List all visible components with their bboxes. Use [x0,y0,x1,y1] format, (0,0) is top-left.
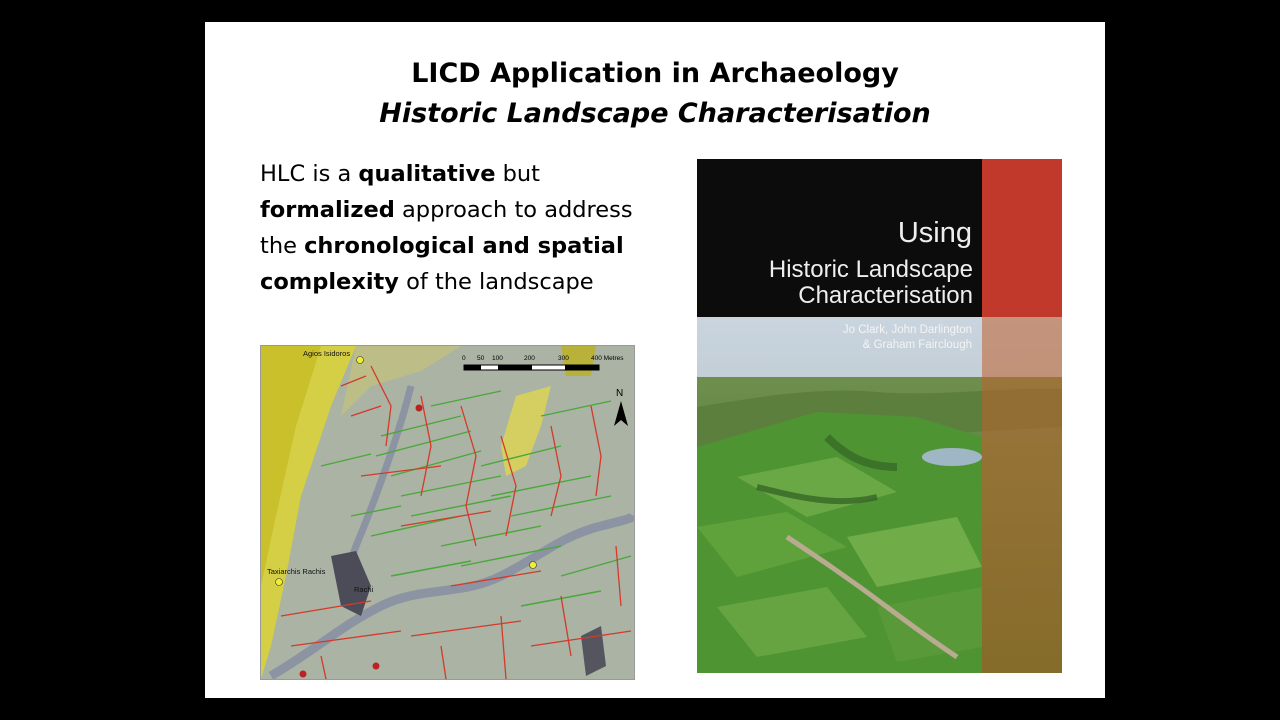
map-label-rachi: Rachi [354,585,374,594]
book-title-line: Characterisation [798,282,973,309]
body-text-part: but [495,161,540,187]
body-text-part: approach to address the [260,197,633,259]
scale-tick: 300 [558,355,569,362]
hlc-map-image [260,345,635,680]
book-title-line: Historic Landscape [768,256,973,283]
aerial-landscape-photo [697,317,1062,673]
map-label-taxiarchis: Taxiarchis Rachis [267,567,326,576]
slide-subtitle: Historic Landscape Characterisation [379,98,931,129]
body-bold-formalized: formalized [260,197,395,223]
body-bold-qualitative: qualitative [358,161,496,187]
book-cover-image [697,159,1062,673]
scale-tick: 400 Metres [591,355,624,362]
book-cover-red-band [982,159,1062,317]
slide [205,22,1105,698]
scale-tick: 200 [524,355,535,362]
book-authors [843,323,972,353]
scale-tick: 100 [492,355,503,362]
body-text-part: HLC is a [260,161,359,187]
scale-tick: 0 [462,355,466,362]
author-line: & Graham Fairclough [862,339,972,351]
body-text-part: of the landscape [398,269,594,295]
book-title [769,257,973,309]
scale-tick: 50 [477,355,485,362]
map-label-agios: Agios Isidoros [303,349,351,358]
body-paragraph [260,156,660,300]
body-bold-complexity: chronological and spatial complexity [260,233,624,295]
slide-title: LICD Application in Archaeology [411,58,899,89]
north-label: N [616,388,624,399]
book-title-using: Using [897,217,972,249]
author-line: Jo Clark, John Darlington [842,324,972,336]
